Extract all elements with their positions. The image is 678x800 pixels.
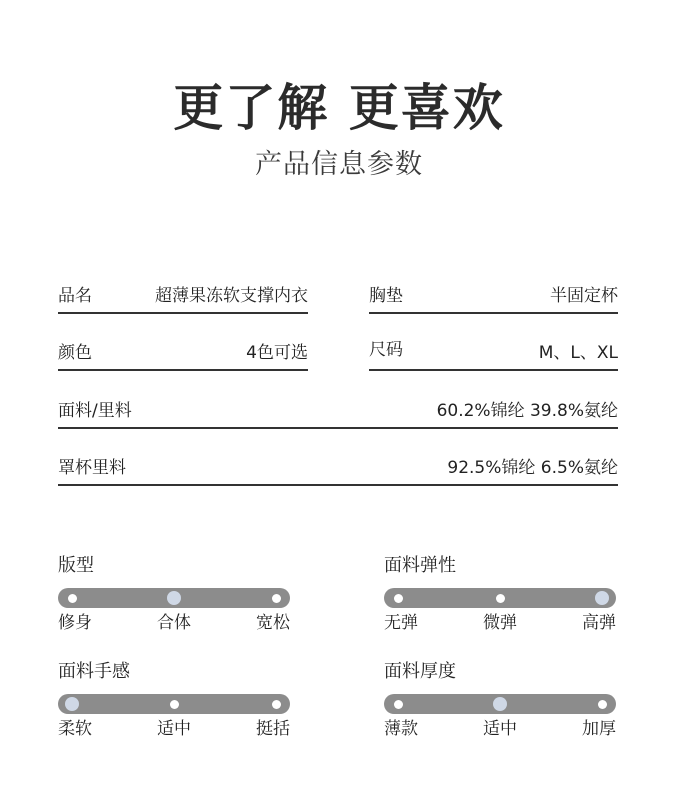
scale-option-fit-0: 修身 <box>58 613 92 633</box>
param-label-size: 尺码 <box>369 340 403 360</box>
scale-dot-fit-2 <box>272 594 281 603</box>
scale-track-elasticity <box>384 588 616 608</box>
scale-options-feel <box>58 718 290 740</box>
page-subtitle: 产品信息参数 <box>255 149 423 180</box>
param-row-fabric <box>58 399 618 429</box>
scale-option-elasticity-1: 微弹 <box>483 613 517 633</box>
scale-option-feel-0: 柔软 <box>58 719 92 739</box>
scale-dot-elasticity-2 <box>595 591 609 605</box>
scale-title-fit: 版型 <box>58 555 94 576</box>
param-label-cup-lining: 罩杯里料 <box>58 458 126 478</box>
scale-dot-feel-0 <box>65 697 79 711</box>
scale-option-thickness-1: 适中 <box>483 719 517 739</box>
scale-dot-fit-0 <box>68 594 77 603</box>
scale-title-thickness: 面料厚度 <box>384 661 456 682</box>
scale-dot-feel-2 <box>272 700 281 709</box>
param-value-pad: 半固定杯 <box>550 286 618 306</box>
scale-options-thickness <box>384 718 616 740</box>
scale-title-feel: 面料手感 <box>58 661 130 682</box>
param-row-name <box>58 284 308 314</box>
scale-dot-fit-1 <box>167 591 181 605</box>
param-value-name: 超薄果冻软支撑内衣 <box>155 286 308 306</box>
scale-title-elasticity: 面料弹性 <box>384 555 456 576</box>
scale-track-thickness <box>384 694 616 714</box>
param-value-size: M、L、XL <box>538 343 618 363</box>
scale-option-fit-1: 合体 <box>157 613 191 633</box>
page-title: 更了解 更喜欢 <box>173 79 505 137</box>
scale-option-feel-2: 挺括 <box>256 719 290 739</box>
scale-option-thickness-0: 薄款 <box>384 719 418 739</box>
scale-dot-elasticity-0 <box>394 594 403 603</box>
scale-dot-feel-1 <box>170 700 179 709</box>
scale-options-elasticity <box>384 612 616 634</box>
param-label-fabric: 面料/里料 <box>58 401 132 421</box>
scale-option-elasticity-0: 无弹 <box>384 613 418 633</box>
param-value-color: 4色可选 <box>246 343 308 363</box>
scale-dot-thickness-1 <box>493 697 507 711</box>
scale-dot-thickness-0 <box>394 700 403 709</box>
scale-options-fit <box>58 612 290 634</box>
param-row-size <box>369 341 618 371</box>
scale-dot-thickness-2 <box>598 700 607 709</box>
scale-track-feel <box>58 694 290 714</box>
scale-option-thickness-2: 加厚 <box>582 719 616 739</box>
scale-option-fit-2: 宽松 <box>256 613 290 633</box>
param-label-pad: 胸垫 <box>369 286 403 306</box>
scale-option-elasticity-2: 高弹 <box>582 613 616 633</box>
param-label-color: 颜色 <box>58 343 92 363</box>
param-value-cup-lining: 92.5%锦纶 6.5%氨纶 <box>447 458 618 478</box>
scale-dot-elasticity-1 <box>496 594 505 603</box>
param-value-fabric: 60.2%锦纶 39.8%氨纶 <box>436 401 618 421</box>
scale-option-feel-1: 适中 <box>157 719 191 739</box>
param-label-name: 品名 <box>58 286 92 306</box>
param-row-pad <box>369 284 618 314</box>
param-row-cup-lining <box>58 456 618 486</box>
param-row-color <box>58 341 308 371</box>
scale-track-fit <box>58 588 290 608</box>
